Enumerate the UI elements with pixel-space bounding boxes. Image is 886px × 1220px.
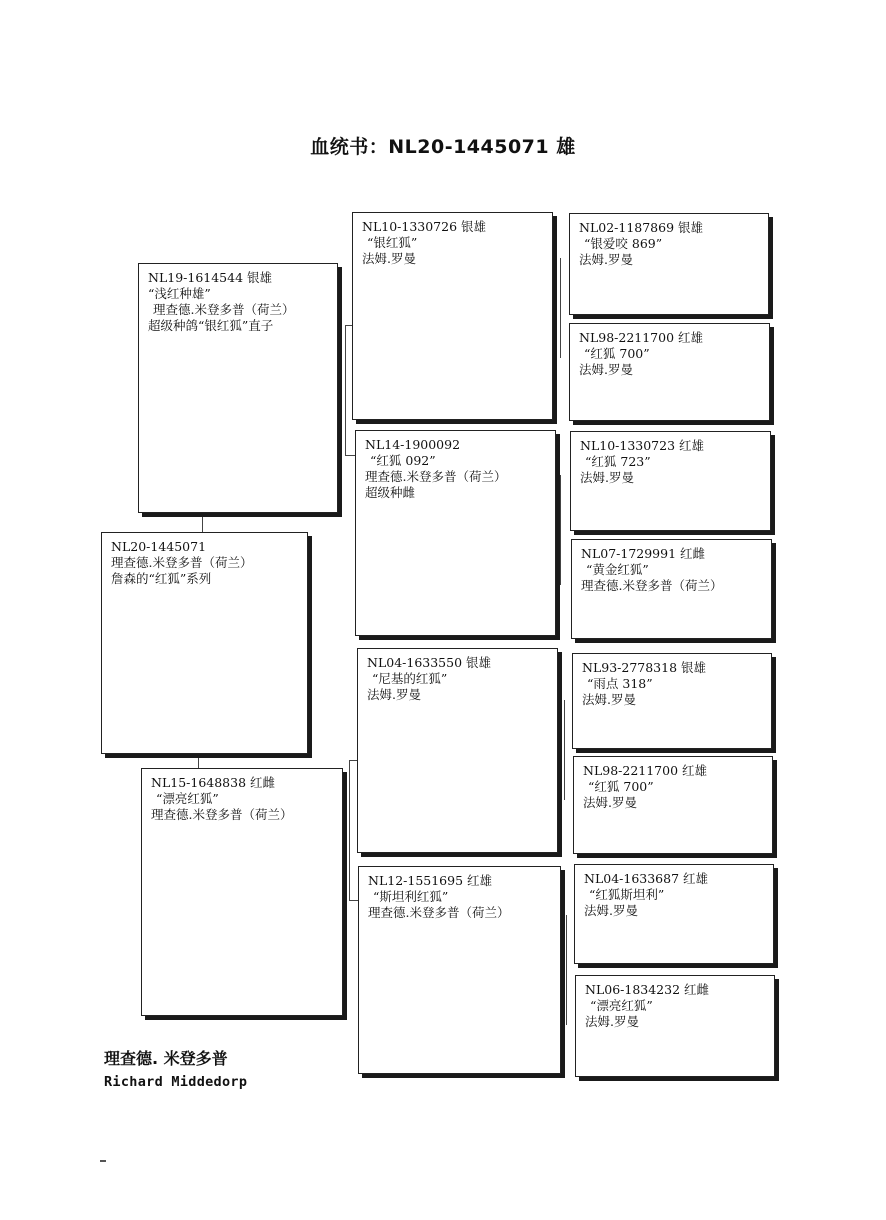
great-grandparent-line: NL10-1330723 红雄 — [580, 438, 705, 453]
grandparent-line: 法姆.罗曼 — [362, 251, 416, 266]
great-grandparent-line: “红狐 700” — [588, 779, 654, 794]
great-grandparent-line: NL93-2778318 银雄 — [582, 660, 707, 675]
dam-line: 理查德.米登多普（荷兰） — [151, 807, 293, 822]
great-grandparent-line: NL07-1729991 红雌 — [581, 546, 706, 561]
grandparent-box — [355, 430, 556, 636]
great-grandparent-line: NL98-2211700 红雄 — [583, 763, 708, 778]
great-grandparent-line: 法姆.罗曼 — [580, 470, 634, 485]
great-grandparent-line: “漂亮红狐” — [590, 998, 653, 1013]
grandparent-line: “斯坦利红狐” — [373, 889, 449, 904]
grandparent-line: NL14-1900092 — [365, 437, 461, 452]
grandparent-line: “尼基的红狐” — [372, 671, 448, 686]
subject-line: 理查德.米登多普（荷兰） — [111, 555, 253, 570]
great-grandparent-line: NL02-1187869 银雄 — [579, 220, 704, 235]
great-grandparent-line: “红狐 723” — [585, 454, 651, 469]
document-title: 血统书：NL20-1445071 雄 — [310, 136, 576, 158]
signature-latin: Richard Middedorp — [104, 1074, 248, 1090]
great-grandparent-line: 法姆.罗曼 — [579, 252, 633, 267]
great-grandparent-box — [575, 975, 775, 1077]
subject-line: 詹森的“红狐”系列 — [111, 571, 212, 586]
great-grandparent-line: 法姆.罗曼 — [584, 903, 638, 918]
great-grandparent-line: “黄金红狐” — [586, 562, 649, 577]
dam-line: NL15-1648838 红雌 — [151, 775, 276, 790]
sire-line: NL19-1614544 银雄 — [148, 270, 273, 285]
great-grandparent-line: NL98-2211700 红雄 — [579, 330, 704, 345]
grandparent-box — [357, 648, 558, 853]
grandparent-box — [358, 866, 561, 1074]
connector — [349, 760, 357, 761]
great-grandparent-box — [572, 653, 772, 749]
great-grandparent-box — [574, 864, 774, 964]
scan-mark — [100, 1160, 106, 1162]
connector — [202, 512, 203, 534]
great-grandparent-line: “红狐斯坦利” — [589, 887, 665, 902]
grandparent-line: NL12-1551695 红雄 — [368, 873, 493, 888]
grandparent-line: NL10-1330726 银雄 — [362, 219, 487, 234]
grandparent-line: 理查德.米登多普（荷兰） — [365, 469, 507, 484]
great-grandparent-line: NL04-1633687 红雄 — [584, 871, 709, 886]
great-grandparent-line: “雨点 318” — [587, 676, 653, 691]
grandparent-line: 超级种雌 — [365, 485, 416, 500]
great-grandparent-box — [573, 756, 773, 854]
great-grandparent-line: 理查德.米登多普（荷兰） — [581, 578, 723, 593]
subject-box — [101, 532, 308, 754]
grandparent-line: 法姆.罗曼 — [367, 687, 421, 702]
great-grandparent-line: “银爱咬 869” — [584, 236, 663, 251]
sire-box — [138, 263, 338, 513]
great-grandparent-line: 法姆.罗曼 — [585, 1014, 639, 1029]
sire-line: 超级种鸽“银红狐”直子 — [148, 318, 274, 333]
connector — [345, 455, 355, 456]
grandparent-box — [352, 212, 553, 420]
connector — [566, 915, 567, 1025]
great-grandparent-box — [569, 323, 770, 421]
signature-chinese: 理查德. 米登多普 — [104, 1049, 228, 1068]
connector — [349, 760, 350, 900]
great-grandparent-line: 法姆.罗曼 — [582, 692, 636, 707]
sire-line: 理查德.米登多普（荷兰） — [153, 302, 295, 317]
grandparent-line: “银红狐” — [367, 235, 418, 250]
connector — [560, 475, 561, 585]
great-grandparent-box — [570, 431, 771, 531]
great-grandparent-line: “红狐 700” — [584, 346, 650, 361]
great-grandparent-line: 法姆.罗曼 — [579, 362, 633, 377]
connector — [345, 325, 346, 455]
great-grandparent-box — [571, 539, 772, 639]
great-grandparent-line: 法姆.罗曼 — [583, 795, 637, 810]
grandparent-line: NL04-1633550 银雄 — [367, 655, 492, 670]
sire-line: “浅红种雄” — [148, 286, 211, 301]
grandparent-line: 理查德.米登多普（荷兰） — [368, 905, 510, 920]
connector — [564, 700, 565, 800]
great-grandparent-box — [569, 213, 769, 315]
dam-line: “漂亮红狐” — [156, 791, 219, 806]
grandparent-line: “红狐 092” — [370, 453, 436, 468]
subject-line: NL20-1445071 — [111, 539, 207, 554]
dam-box — [141, 768, 343, 1016]
great-grandparent-line: NL06-1834232 红雌 — [585, 982, 710, 997]
connector — [560, 258, 561, 358]
